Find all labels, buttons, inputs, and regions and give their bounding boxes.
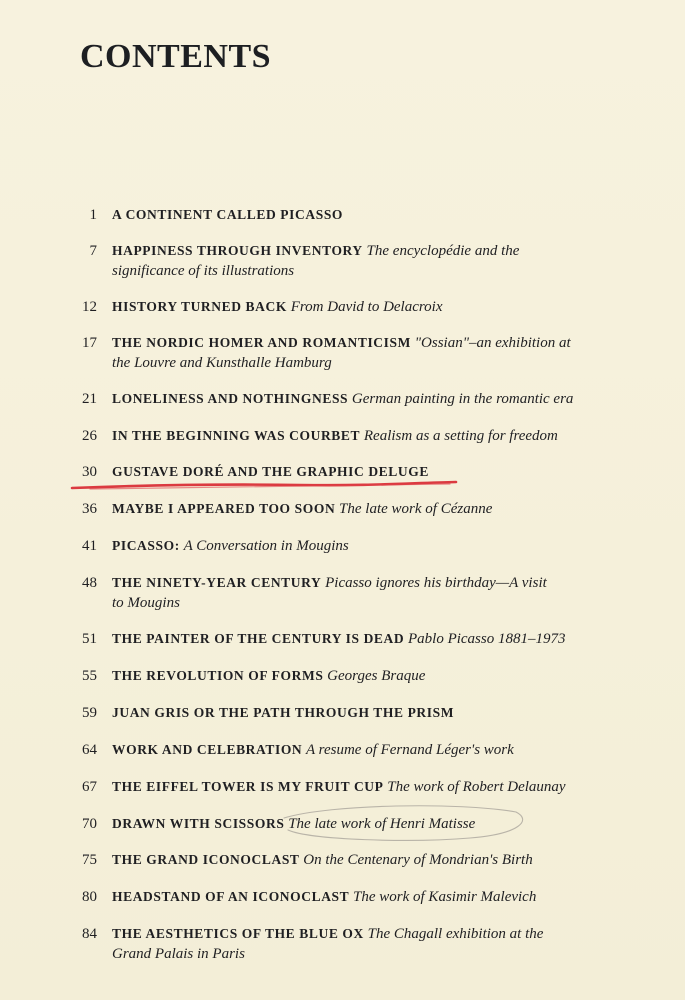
toc-entry xyxy=(70,814,630,834)
entry-heading: WORK AND CELEBRATION xyxy=(112,742,303,757)
page-number: 30 xyxy=(82,464,97,480)
entry-subtitle: Georges Braque xyxy=(327,668,426,684)
toc-entry xyxy=(70,389,630,409)
entry-subtitle: German painting in the romantic era xyxy=(351,391,574,407)
toc-entry xyxy=(70,297,630,317)
entry-subtitle: From David to Delacroix xyxy=(290,299,443,315)
page-number: 70 xyxy=(82,816,97,832)
entry-heading: MAYBE I APPEARED TOO SOON xyxy=(112,501,336,516)
entry-subtitle: A Conversation in Mougins xyxy=(183,538,349,554)
toc-entry xyxy=(70,241,630,281)
entry-heading: GUSTAVE DORÉ AND THE GRAPHIC DELUGE xyxy=(112,464,429,479)
page-number: 36 xyxy=(82,501,97,517)
entry-heading: THE GRAND ICONOCLAST xyxy=(112,852,300,867)
toc-entry xyxy=(70,666,630,686)
toc-entry xyxy=(70,887,630,907)
page-number: 51 xyxy=(82,631,97,647)
toc-entry xyxy=(70,703,630,723)
page-number: 55 xyxy=(82,668,97,684)
page-title: CONTENTS xyxy=(80,38,272,75)
page-number: 12 xyxy=(82,299,97,315)
page-number: 17 xyxy=(82,335,97,351)
entry-heading: THE REVOLUTION OF FORMS xyxy=(112,668,324,683)
page-number: 80 xyxy=(82,889,97,905)
entry-heading: IN THE BEGINNING WAS COURBET xyxy=(112,428,361,443)
entry-heading: THE NINETY-YEAR CENTURY xyxy=(112,575,322,590)
entry-subtitle: A resume of Fernand Léger's work xyxy=(306,742,514,758)
entry-subtitle: The work of Robert Delaunay xyxy=(387,779,566,795)
entry-subtitle: Pablo Picasso 1881–1973 xyxy=(407,631,566,647)
entry-heading: PICASSO: xyxy=(112,538,180,553)
red-pencil-underline xyxy=(70,479,460,493)
entry-subtitle-line2: to Mougins xyxy=(112,595,180,611)
page-number: 84 xyxy=(82,926,97,942)
entry-subtitle: Picasso ignores his birthday—A visit xyxy=(325,575,547,591)
entry-heading: THE NORDIC HOMER AND ROMANTICISM xyxy=(112,335,411,350)
entry-heading: LONELINESS AND NOTHINGNESS xyxy=(112,391,349,406)
entry-subtitle-line2: Grand Palais in Paris xyxy=(112,946,245,962)
toc-entry xyxy=(70,205,630,225)
toc-entry xyxy=(70,333,630,373)
toc-entry xyxy=(70,573,630,613)
toc-entry xyxy=(70,850,630,870)
toc-entry xyxy=(70,777,630,797)
entry-heading: DRAWN WITH SCISSORS xyxy=(112,816,285,831)
entry-subtitle: The encyclopédie and the xyxy=(366,243,520,259)
toc-entry xyxy=(70,740,630,760)
entry-heading: THE AESTHETICS OF THE BLUE OX xyxy=(112,926,364,941)
toc-entry xyxy=(70,536,630,556)
page-number: 59 xyxy=(82,705,97,721)
page-number: 7 xyxy=(89,243,97,259)
toc-entry xyxy=(70,499,630,519)
entry-heading: JUAN GRIS OR THE PATH THROUGH THE PRISM xyxy=(112,705,455,720)
entry-heading: A CONTINENT CALLED PICASSO xyxy=(112,207,344,222)
entry-subtitle: The work of Kasimir Malevich xyxy=(353,889,537,905)
page-number: 75 xyxy=(82,852,97,868)
toc-entry xyxy=(70,426,630,446)
entry-subtitle: On the Centenary of Mondrian's Birth xyxy=(303,852,533,868)
entry-heading: HEADSTAND OF AN ICONOCLAST xyxy=(112,889,350,904)
entry-subtitle: "Ossian"–an exhibition at xyxy=(414,335,571,351)
entry-subtitle: The late work of Cézanne xyxy=(339,501,493,517)
page-number: 41 xyxy=(82,538,97,554)
toc-entry xyxy=(70,924,630,964)
entry-heading: THE PAINTER OF THE CENTURY IS DEAD xyxy=(112,631,405,646)
entry-heading: THE EIFFEL TOWER IS MY FRUIT CUP xyxy=(112,779,384,794)
entry-subtitle: Realism as a setting for freedom xyxy=(363,428,558,444)
page-number: 64 xyxy=(82,742,97,758)
entry-subtitle: The late work of Henri Matisse xyxy=(288,816,476,832)
entry-heading: HISTORY TURNED BACK xyxy=(112,299,287,314)
entry-subtitle: The Chagall exhibition at the xyxy=(367,926,544,942)
page-number: 48 xyxy=(82,575,97,591)
entry-subtitle-line2: the Louvre and Kunsthalle Hamburg xyxy=(112,355,332,371)
page-number: 21 xyxy=(82,391,97,407)
page-number: 1 xyxy=(89,207,97,223)
page-number: 26 xyxy=(82,428,97,444)
page-number: 67 xyxy=(82,779,97,795)
entry-subtitle-line2: significance of its illustrations xyxy=(112,263,295,279)
entry-heading: HAPPINESS THROUGH INVENTORY xyxy=(112,243,363,258)
toc-entry xyxy=(70,629,630,649)
